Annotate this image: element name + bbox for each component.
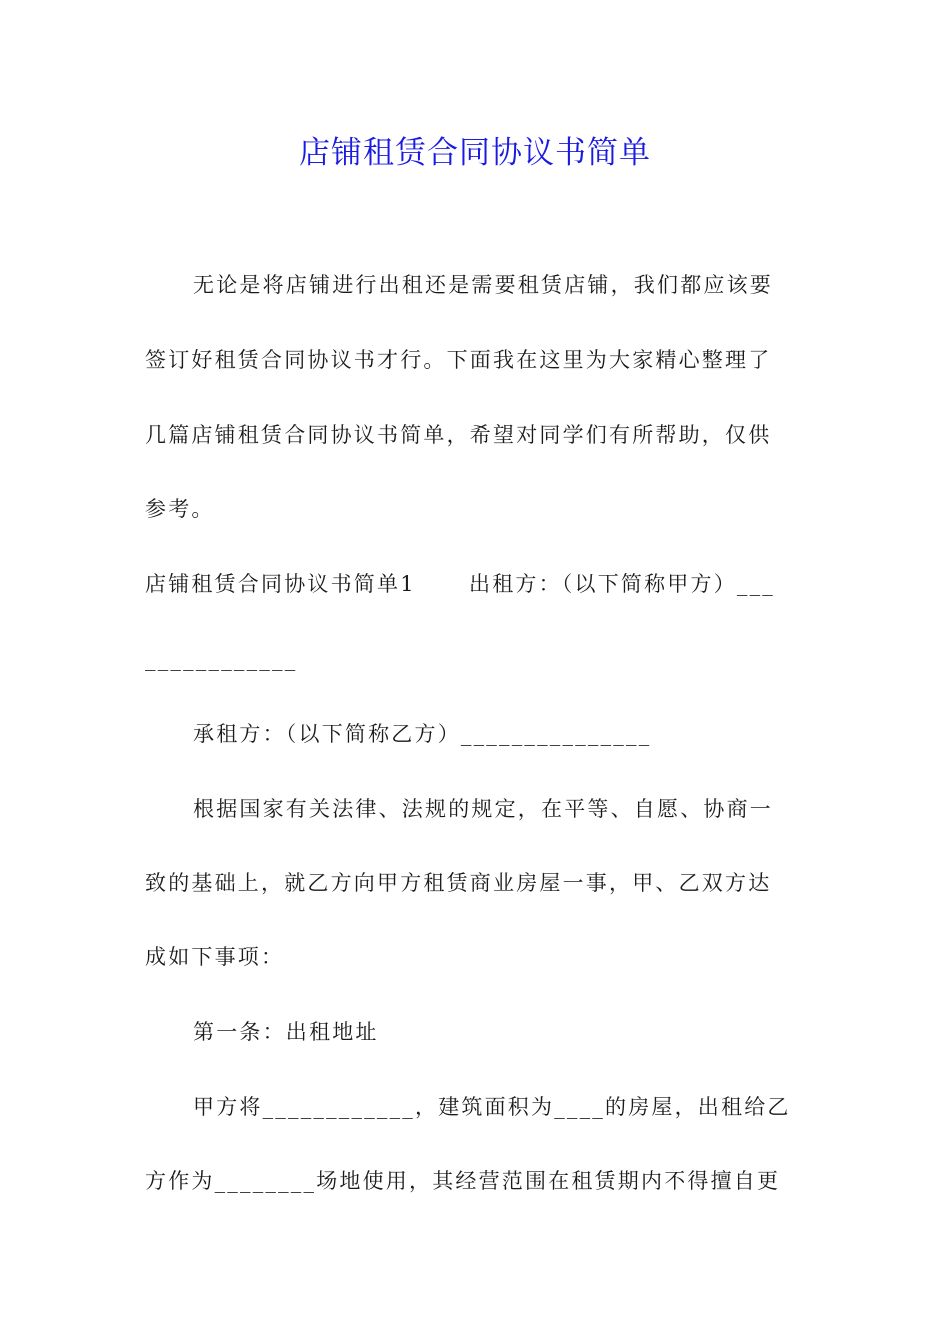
blank-line: ____________ xyxy=(145,647,298,671)
paragraph-line: 签订好租赁合同协议书才行。下面我在这里为大家精心整理了 xyxy=(145,348,772,372)
paragraph-line: 致的基础上，就乙方向甲方租赁商业房屋一事，甲、乙双方达 xyxy=(145,871,772,895)
paragraph-line: 参考。 xyxy=(145,497,215,521)
tenant-line: 承租方：（以下简称乙方）_______________ xyxy=(193,722,652,746)
paragraph-line: 方作为________场地使用，其经营范围在租赁期内不得擅自更 xyxy=(145,1169,781,1193)
article-heading: 第一条：出租地址 xyxy=(193,1020,379,1044)
paragraph-line: 甲方将____________，建筑面积为____的房屋，出租给乙 xyxy=(193,1095,791,1119)
paragraph-line: 几篇店铺租赁合同协议书简单，希望对同学们有所帮助，仅供 xyxy=(145,423,772,447)
paragraph-line: 无论是将店铺进行出租还是需要租赁店铺，我们都应该要 xyxy=(193,273,773,297)
contract-heading-line: 店铺租赁合同协议书简单1 出租方：（以下简称甲方）___ xyxy=(145,572,776,596)
paragraph-line: 根据国家有关法律、法规的规定，在平等、自愿、协商一 xyxy=(193,797,773,821)
document-title: 店铺租赁合同协议书简单 xyxy=(299,135,651,171)
paragraph-line: 成如下事项： xyxy=(145,945,285,969)
